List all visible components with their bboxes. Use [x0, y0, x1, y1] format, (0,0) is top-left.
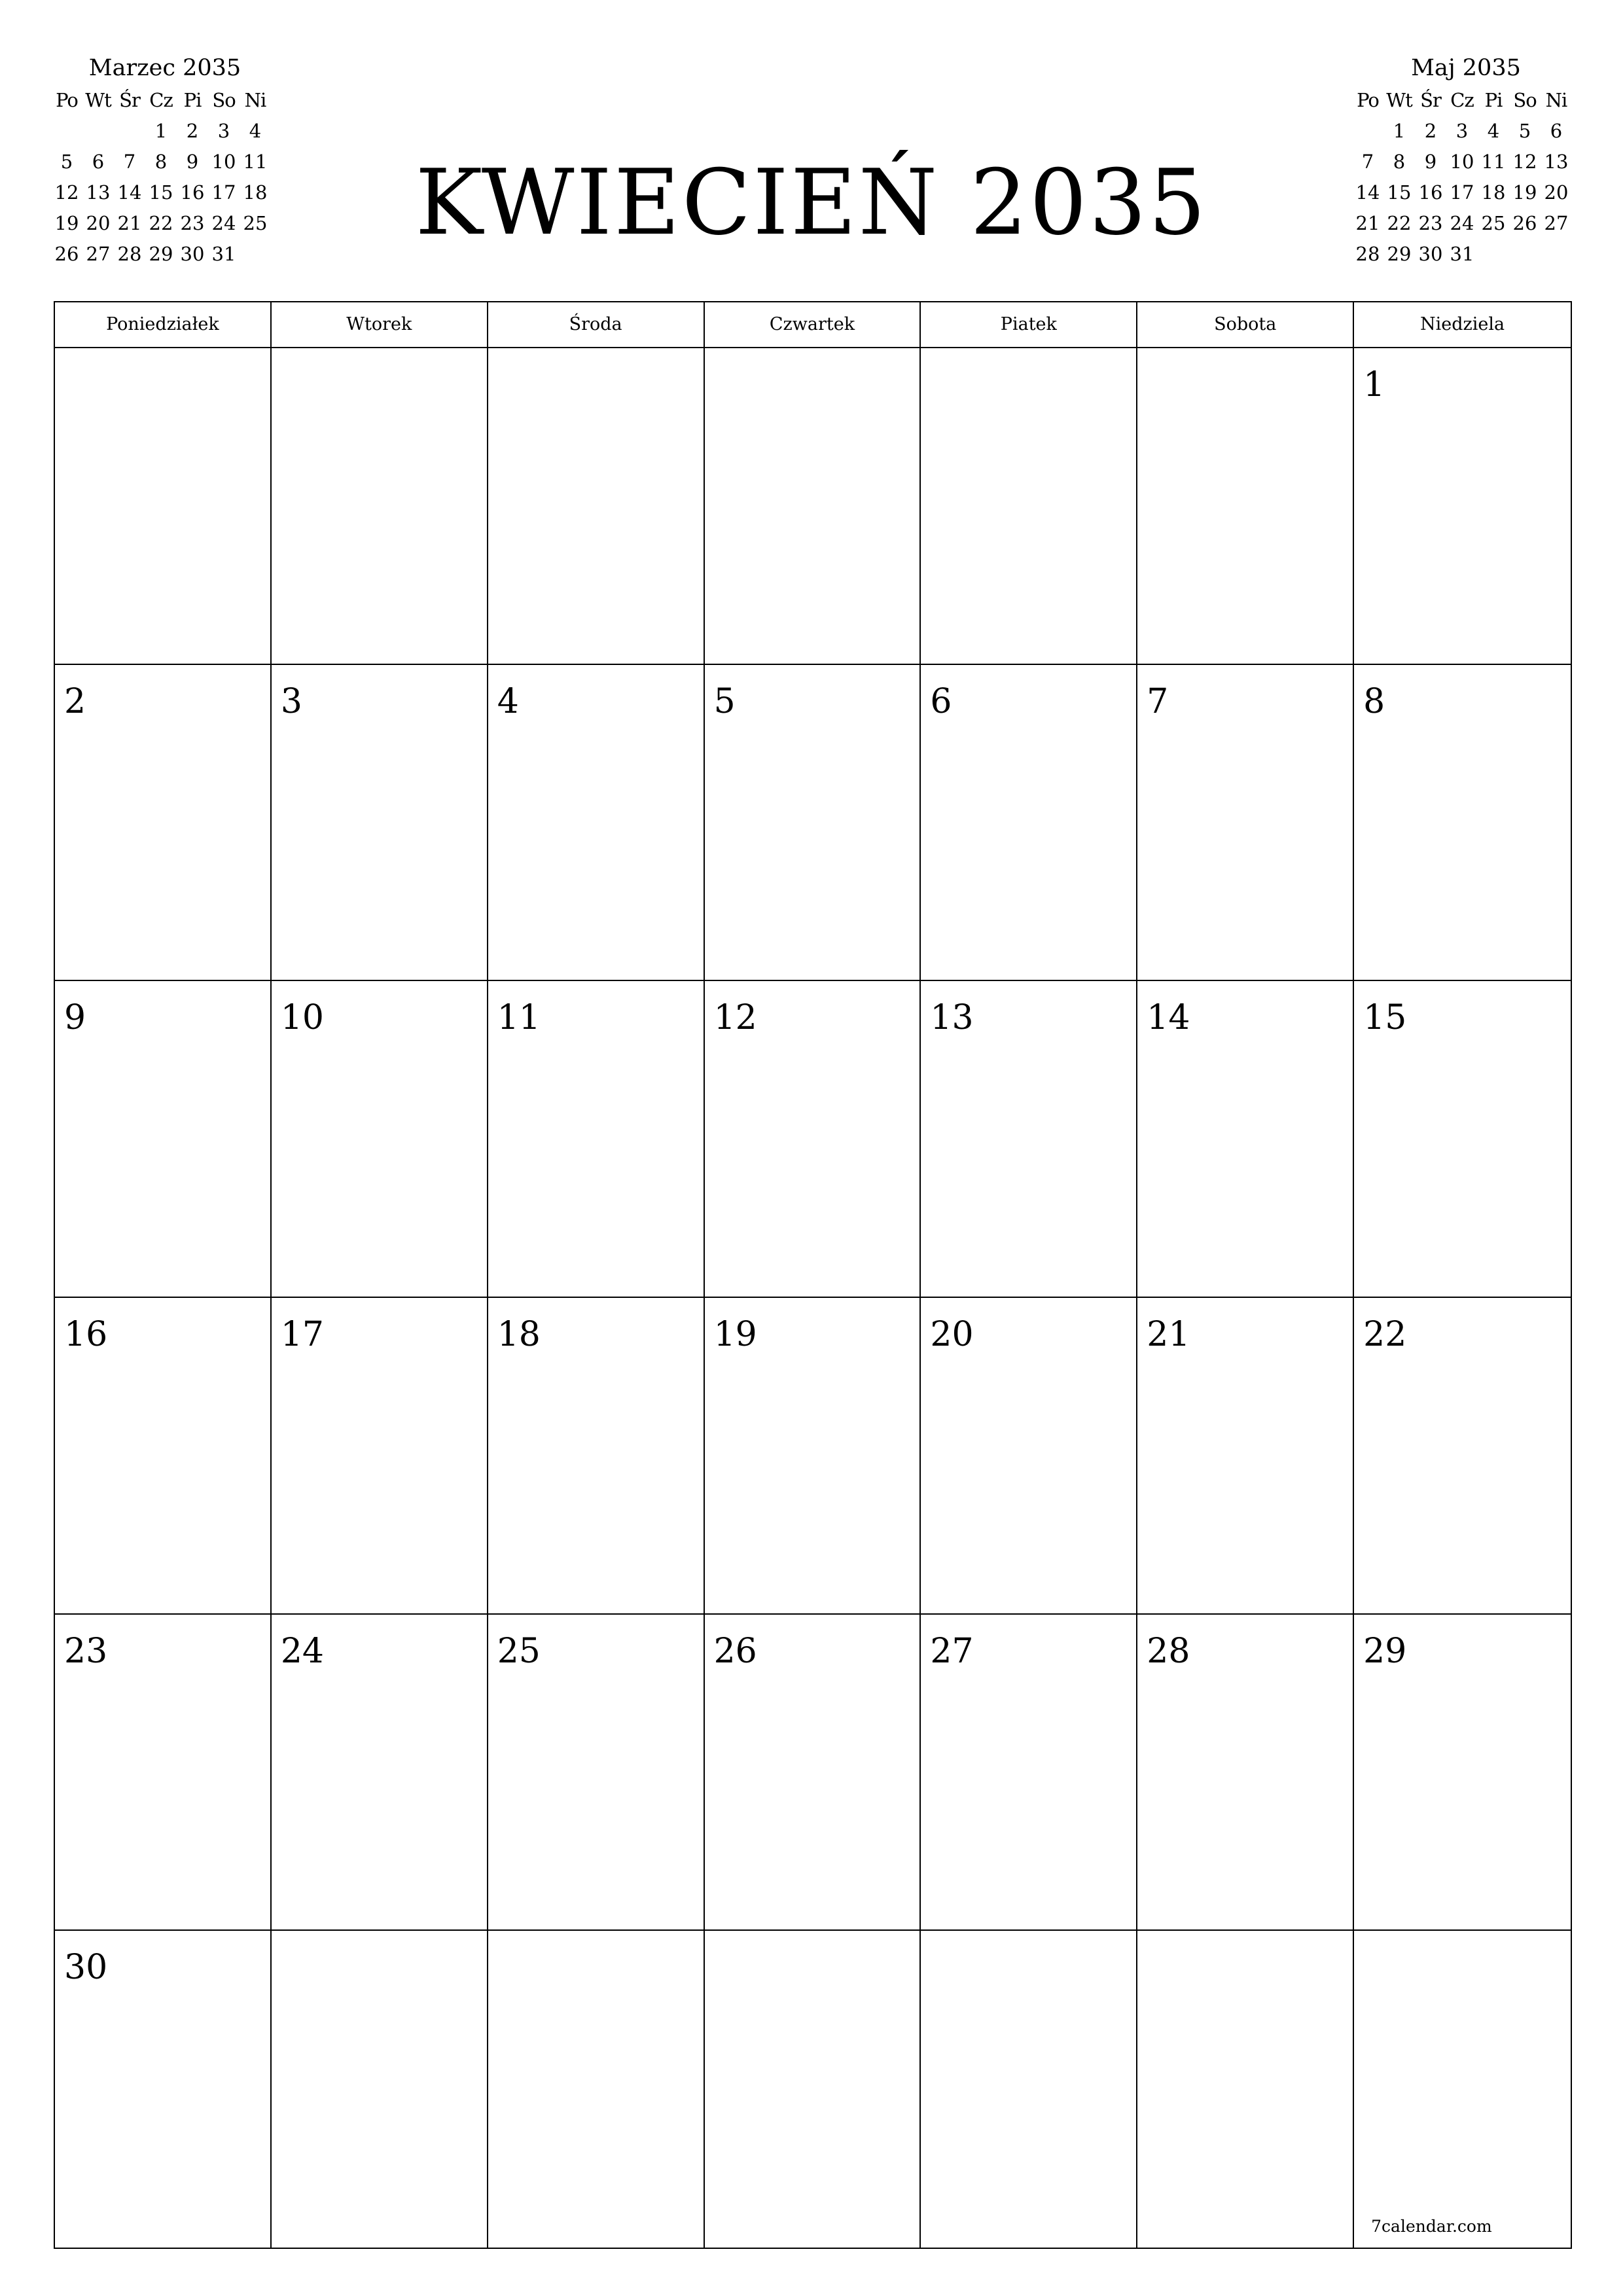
mini-day: 4: [1487, 120, 1500, 142]
mini-day: 27: [86, 243, 111, 265]
day-cell[interactable]: [1354, 1615, 1571, 1931]
weekday-header: Wtorek: [272, 302, 488, 348]
mini-day: [1352, 116, 1383, 147]
mini-day: 15: [1387, 181, 1412, 204]
mini-day: 23: [180, 212, 205, 234]
mini-day: 11: [243, 151, 268, 173]
day-number: 4: [497, 681, 519, 721]
mini-calendar-next: [1352, 51, 1575, 270]
mini-day: [1541, 239, 1572, 270]
day-cell[interactable]: [488, 1615, 705, 1931]
day-number: 19: [713, 1314, 757, 1354]
mini-day: 24: [211, 212, 236, 234]
day-cell[interactable]: [705, 348, 921, 665]
mini-weekday-label: Po: [56, 89, 78, 111]
mini-day: 24: [1450, 212, 1474, 234]
day-number: 26: [713, 1631, 757, 1671]
day-number: 2: [64, 681, 86, 721]
day-cell[interactable]: [1137, 1298, 1354, 1615]
day-cell[interactable]: [272, 981, 488, 1298]
day-cell[interactable]: [55, 1615, 272, 1931]
day-cell[interactable]: [705, 665, 921, 982]
day-number: 20: [930, 1314, 974, 1354]
mini-day: 21: [1355, 212, 1380, 234]
day-cell[interactable]: [272, 1931, 488, 2248]
day-number: 18: [497, 1314, 541, 1354]
day-cell[interactable]: [1137, 1615, 1354, 1931]
day-number: 5: [713, 681, 736, 721]
mini-day: 23: [1418, 212, 1443, 234]
mini-day: 28: [117, 243, 142, 265]
mini-weekday-label: Śr: [119, 89, 140, 111]
mini-day: 21: [117, 212, 142, 234]
mini-day: 18: [1481, 181, 1506, 204]
mini-day: 14: [117, 181, 142, 204]
day-cell[interactable]: [705, 1931, 921, 2248]
mini-weekday-label: Po: [1357, 89, 1379, 111]
mini-day: 27: [1544, 212, 1569, 234]
mini-day: 25: [1481, 212, 1506, 234]
weekday-header: Niedziela: [1354, 302, 1571, 348]
mini-day: 17: [211, 181, 236, 204]
day-number: 12: [713, 998, 757, 1038]
mini-day: 14: [1355, 181, 1380, 204]
day-number: 23: [64, 1631, 108, 1671]
mini-weekday-label: Wt: [1386, 89, 1412, 111]
weekday-header: Sobota: [1137, 302, 1354, 348]
day-number: 17: [280, 1314, 325, 1354]
mini-day: 22: [1387, 212, 1412, 234]
mini-day: 28: [1355, 243, 1380, 265]
mini-day: 6: [92, 151, 105, 173]
day-cell[interactable]: [921, 1931, 1137, 2248]
mini-calendar-grid: [1352, 85, 1575, 270]
mini-day: 18: [243, 181, 268, 204]
month-grid: [54, 301, 1572, 2249]
mini-day: 19: [54, 212, 79, 234]
mini-weekday-label: Pi: [1484, 89, 1503, 111]
day-cell[interactable]: [1354, 1931, 1571, 2248]
mini-day: 11: [1481, 151, 1506, 173]
day-cell[interactable]: [921, 348, 1137, 665]
mini-day: 31: [1450, 243, 1474, 265]
day-cell[interactable]: [488, 1298, 705, 1615]
mini-weekday-label: Cz: [1450, 89, 1474, 111]
day-number: 30: [64, 1948, 108, 1988]
day-cell[interactable]: [55, 1931, 272, 2248]
day-cell[interactable]: [55, 1298, 272, 1615]
day-cell[interactable]: [921, 981, 1137, 1298]
mini-weekday-label: Ni: [1545, 89, 1567, 111]
mini-calendar-title: Marzec 2035: [88, 55, 241, 81]
mini-day: 30: [180, 243, 205, 265]
day-cell[interactable]: [272, 665, 488, 982]
day-number: 29: [1363, 1631, 1407, 1671]
mini-day: 16: [1418, 181, 1443, 204]
day-cell[interactable]: [272, 1615, 488, 1931]
day-cell[interactable]: [55, 665, 272, 982]
mini-day: 13: [86, 181, 111, 204]
day-cell[interactable]: [1354, 665, 1571, 982]
day-number: 11: [497, 998, 541, 1038]
mini-day: 3: [217, 120, 230, 142]
mini-day: 1: [1393, 120, 1406, 142]
mini-day: 7: [123, 151, 136, 173]
mini-day: 10: [1450, 151, 1474, 173]
mini-day: [1509, 239, 1541, 270]
mini-day: 9: [1424, 151, 1437, 173]
day-number: 28: [1147, 1631, 1190, 1671]
mini-day: 8: [154, 151, 168, 173]
day-cell[interactable]: [705, 1298, 921, 1615]
mini-weekday-label: Pi: [183, 89, 202, 111]
day-number: 27: [930, 1631, 974, 1671]
mini-day: 2: [186, 120, 199, 142]
weekday-header: Poniedziałek: [55, 302, 272, 348]
mini-day: 1: [154, 120, 168, 142]
day-number: 10: [280, 998, 325, 1038]
day-cell[interactable]: [488, 1931, 705, 2248]
day-cell[interactable]: [488, 665, 705, 982]
page-title: KWIECIEŃ 2035: [415, 150, 1208, 255]
day-cell[interactable]: [1137, 665, 1354, 982]
mini-day: 29: [1387, 243, 1412, 265]
day-cell[interactable]: [272, 348, 488, 665]
mini-day: 12: [54, 181, 79, 204]
day-cell[interactable]: [1354, 1298, 1571, 1615]
mini-calendar-title: Maj 2035: [1411, 55, 1521, 81]
mini-day: 22: [149, 212, 173, 234]
mini-weekday-label: Wt: [85, 89, 111, 111]
day-number: 13: [930, 998, 974, 1038]
day-cell[interactable]: [1354, 981, 1571, 1298]
day-number: 3: [280, 681, 302, 721]
mini-weekday-label: Śr: [1420, 89, 1441, 111]
mini-day: 8: [1393, 151, 1406, 173]
mini-weekday-label: Ni: [244, 89, 266, 111]
day-number: 22: [1363, 1314, 1407, 1354]
day-number: 9: [64, 998, 86, 1038]
mini-day: 6: [1550, 120, 1563, 142]
mini-day: 25: [243, 212, 268, 234]
day-cell[interactable]: [921, 665, 1137, 982]
day-cell[interactable]: [921, 1298, 1137, 1615]
mini-day: 19: [1512, 181, 1537, 204]
day-cell[interactable]: [1137, 1931, 1354, 2248]
mini-day: 9: [186, 151, 199, 173]
day-number: 6: [930, 681, 952, 721]
mini-day: 10: [211, 151, 236, 173]
mini-day: 16: [180, 181, 205, 204]
day-number: 24: [280, 1631, 325, 1671]
day-cell[interactable]: [272, 1298, 488, 1615]
day-cell[interactable]: [1137, 981, 1354, 1298]
day-cell[interactable]: [488, 981, 705, 1298]
day-cell[interactable]: [55, 348, 272, 665]
mini-day: 13: [1544, 151, 1569, 173]
day-number: 8: [1363, 681, 1385, 721]
day-number: 7: [1147, 681, 1169, 721]
mini-day: 31: [211, 243, 236, 265]
day-cell[interactable]: [705, 981, 921, 1298]
mini-day: 17: [1450, 181, 1474, 204]
mini-day: 30: [1418, 243, 1443, 265]
mini-day: [1478, 239, 1509, 270]
day-number: 15: [1363, 998, 1407, 1038]
day-cell[interactable]: [488, 348, 705, 665]
day-number: 1: [1363, 365, 1385, 404]
weekday-header: Czwartek: [705, 302, 921, 348]
day-number: 14: [1147, 998, 1190, 1038]
day-cell[interactable]: [55, 981, 272, 1298]
weekday-header: Piatek: [921, 302, 1137, 348]
mini-weekday-label: So: [212, 89, 236, 111]
day-cell[interactable]: [705, 1615, 921, 1931]
mini-day: 2: [1424, 120, 1437, 142]
mini-day: 26: [54, 243, 79, 265]
mini-weekday-label: So: [1513, 89, 1537, 111]
mini-day: 12: [1512, 151, 1537, 173]
day-cell[interactable]: [1354, 348, 1571, 665]
mini-day: 4: [249, 120, 262, 142]
day-cell[interactable]: [921, 1615, 1137, 1931]
day-number: 25: [497, 1631, 541, 1671]
mini-day: 3: [1455, 120, 1469, 142]
mini-day: 7: [1361, 151, 1374, 173]
mini-day: 15: [149, 181, 173, 204]
mini-weekday-label: Cz: [149, 89, 173, 111]
mini-day: 5: [1518, 120, 1531, 142]
mini-day: 20: [86, 212, 111, 234]
mini-day: 20: [1544, 181, 1569, 204]
day-number: 21: [1147, 1314, 1190, 1354]
mini-day: 5: [60, 151, 73, 173]
weekday-header: Środa: [488, 302, 705, 348]
mini-day: 29: [149, 243, 173, 265]
day-cell[interactable]: [1137, 348, 1354, 665]
day-number: 16: [64, 1314, 108, 1354]
site-credit: 7calendar.com: [1371, 2216, 1492, 2236]
mini-day: 26: [1512, 212, 1537, 234]
